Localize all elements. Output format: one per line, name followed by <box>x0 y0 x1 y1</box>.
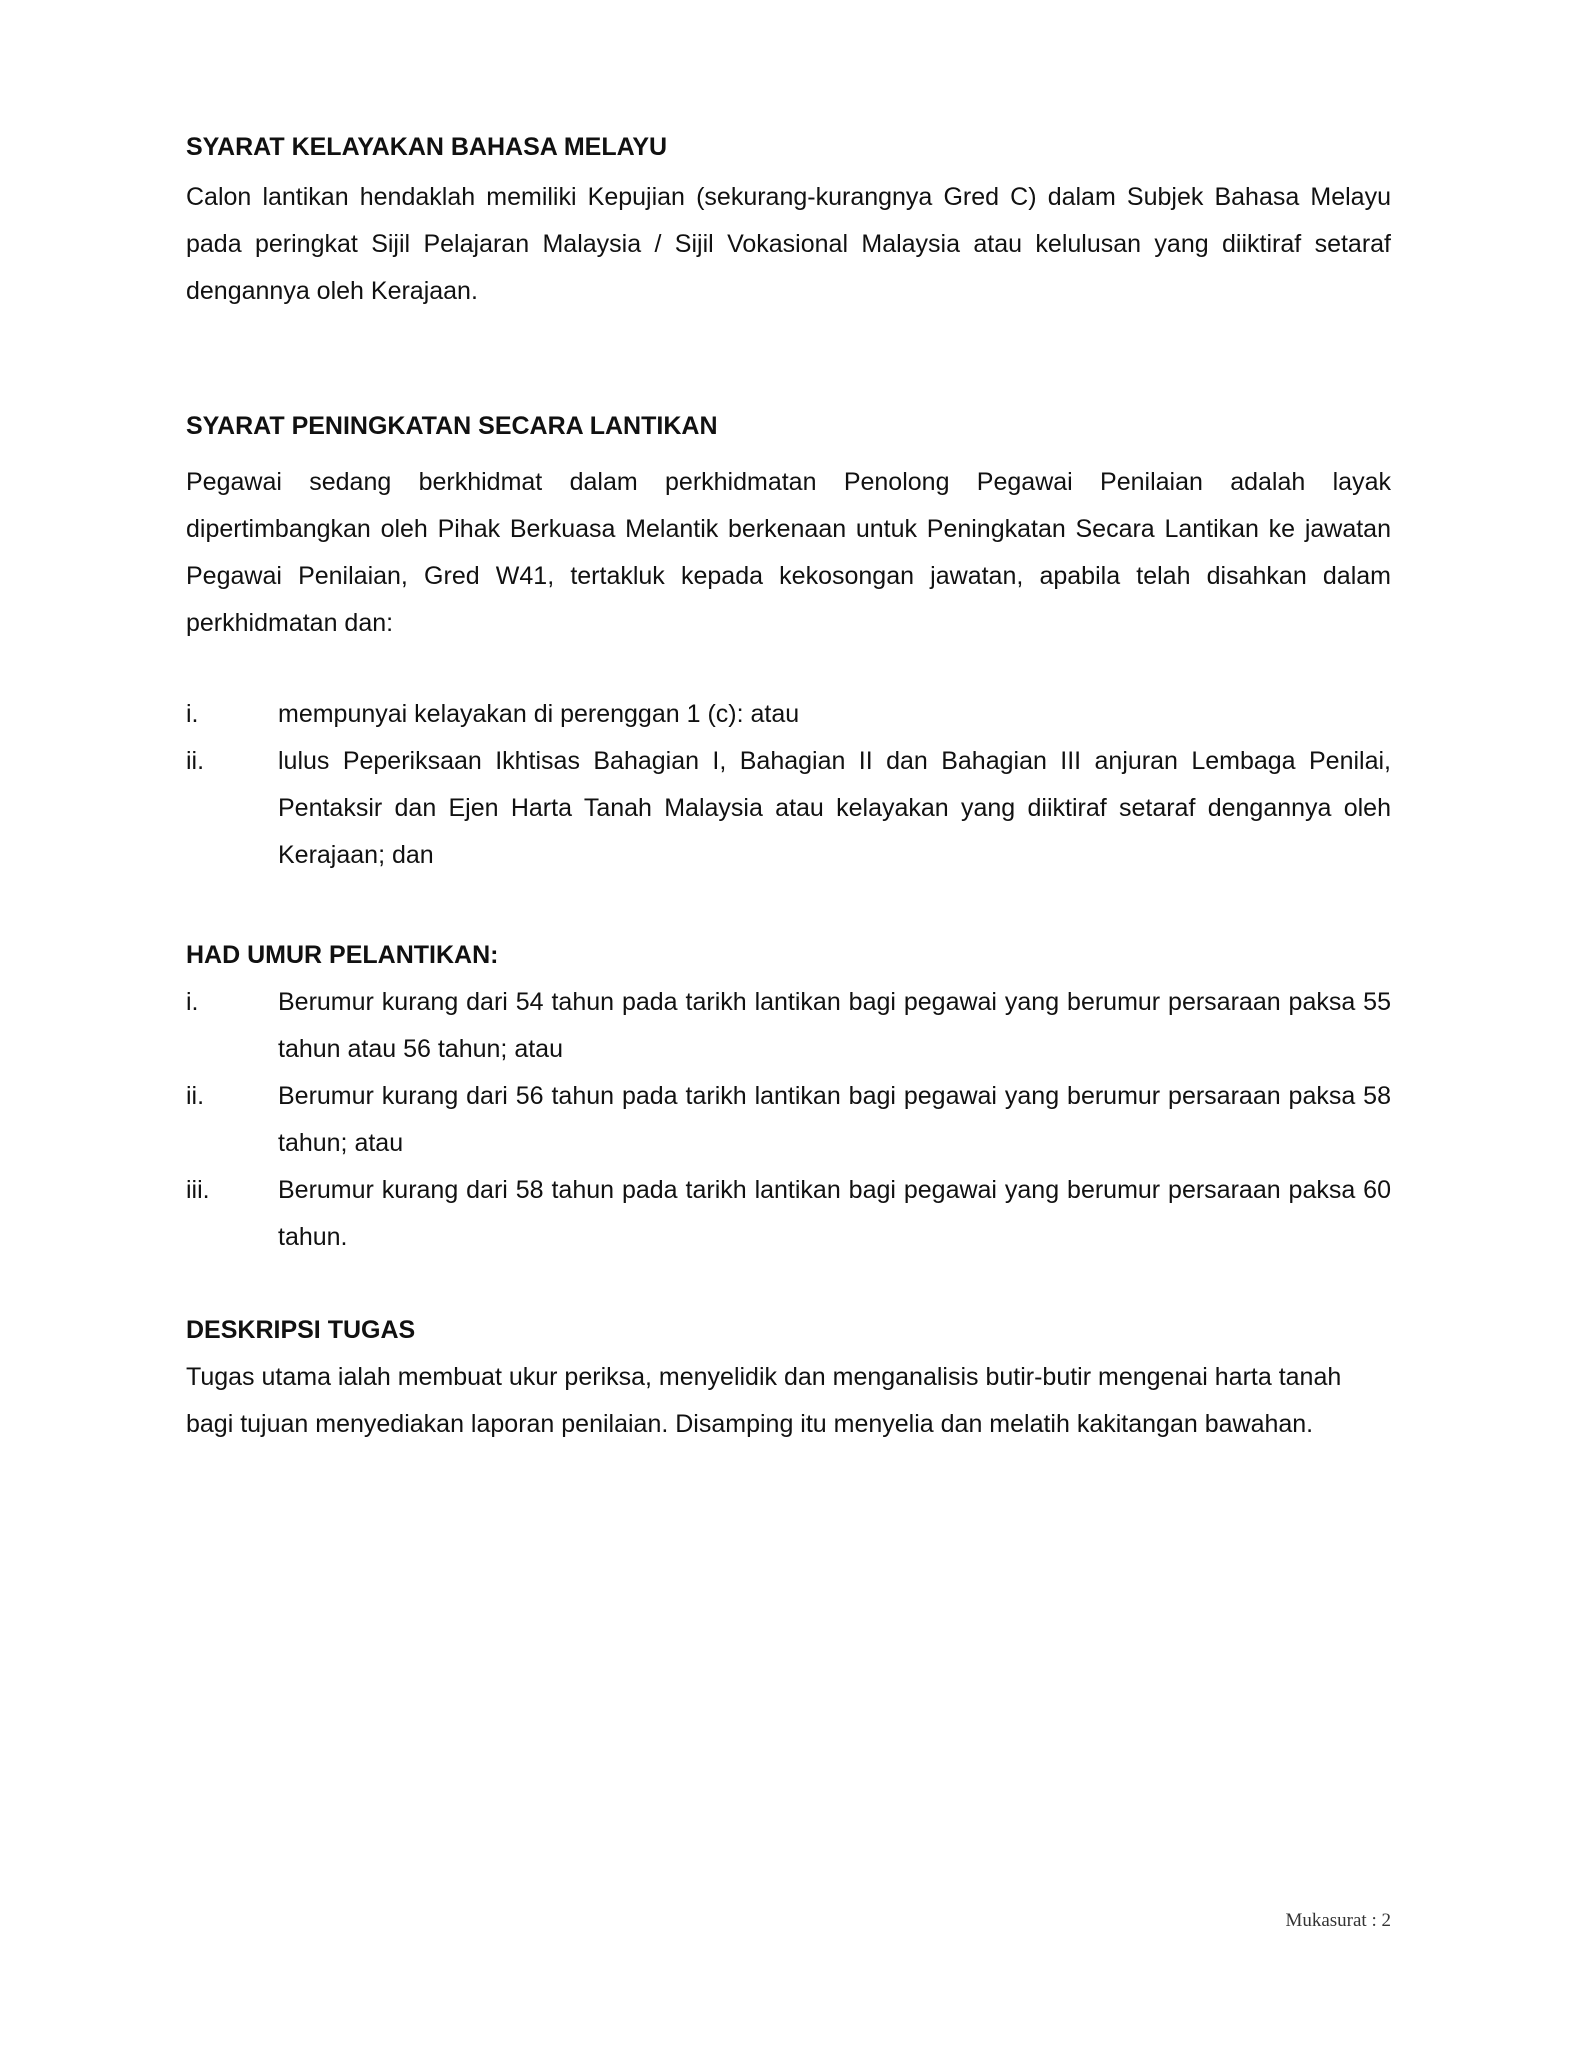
section-bahasa-melayu <box>186 124 1391 315</box>
list-item <box>186 979 1391 1073</box>
section-paragraph: Calon lantikan hendaklah memiliki Kepujian (sekurang-kurangnya Gred C) dalam Subjek Bahasa Melayu pada peringkat Sijil Pelajaran Malaysia / Sijil Vokasional Malaysia atau kelulusan yang diiktiraf setaraf dengannya oleh Kerajaan. <box>186 183 1391 305</box>
peningkatan-list <box>186 691 1391 879</box>
list-text: Berumur kurang dari 58 tahun pada tarikh lantikan bagi pegawai yang berumur persaraan paksa 60 tahun. <box>278 1176 1391 1251</box>
list-text: mempunyai kelayakan di perenggan 1 (c): atau <box>278 700 800 728</box>
list-item <box>186 691 1391 738</box>
list-number: i. <box>186 700 199 728</box>
section-peningkatan <box>186 403 1391 879</box>
list-number: iii. <box>186 1176 210 1204</box>
list-item <box>186 738 1391 879</box>
list-number: ii. <box>186 1082 205 1110</box>
list-item <box>186 1167 1391 1261</box>
list-text: Berumur kurang dari 56 tahun pada tarikh lantikan bagi pegawai yang berumur persaraan paksa 58 tahun; atau <box>278 1082 1391 1157</box>
had-umur-list <box>186 979 1391 1261</box>
list-number: i. <box>186 988 199 1016</box>
list-text: Berumur kurang dari 54 tahun pada tarikh lantikan bagi pegawai yang berumur persaraan paksa 55 tahun atau 56 tahun; atau <box>278 988 1391 1063</box>
section-heading: SYARAT PENINGKATAN SECARA LANTIKAN <box>186 412 718 440</box>
list-item <box>186 1073 1391 1167</box>
list-text: lulus Peperiksaan Ikhtisas Bahagian I, Bahagian II dan Bahagian III anjuran Lembaga Penilai, Pentaksir dan Ejen Harta Tanah Malaysia atau kelayakan yang diiktiraf setaraf dengannya oleh Kerajaan; dan <box>278 747 1391 869</box>
section-heading: HAD UMUR PELANTIKAN: <box>186 941 499 969</box>
section-paragraph: Pegawai sedang berkhidmat dalam perkhidmatan Penolong Pegawai Penilaian adalah layak dipertimbangkan oleh Pihak Berkuasa Melantik berkenaan untuk Peningkatan Secara Lantikan ke jawatan Pegawai Penilaian, Gred W41, tertakluk kepada kekosongan jawatan, apabila telah disahkan dalam perkhidmatan dan: <box>186 468 1391 637</box>
section-deskripsi-tugas <box>186 1307 1391 1448</box>
page-number: Mukasurat : 2 <box>1285 1910 1391 1931</box>
list-number: ii. <box>186 747 205 775</box>
section-heading: SYARAT KELAYAKAN BAHASA MELAYU <box>186 133 668 161</box>
section-paragraph: Tugas utama ialah membuat ukur periksa, menyelidik dan menganalisis butir-butir mengenai harta tanah bagi tujuan menyediakan laporan penilaian. Disamping itu menyelia dan melatih kakitangan bawahan. <box>186 1363 1342 1438</box>
section-heading: DESKRIPSI TUGAS <box>186 1316 416 1344</box>
section-had-umur <box>186 932 1391 1261</box>
